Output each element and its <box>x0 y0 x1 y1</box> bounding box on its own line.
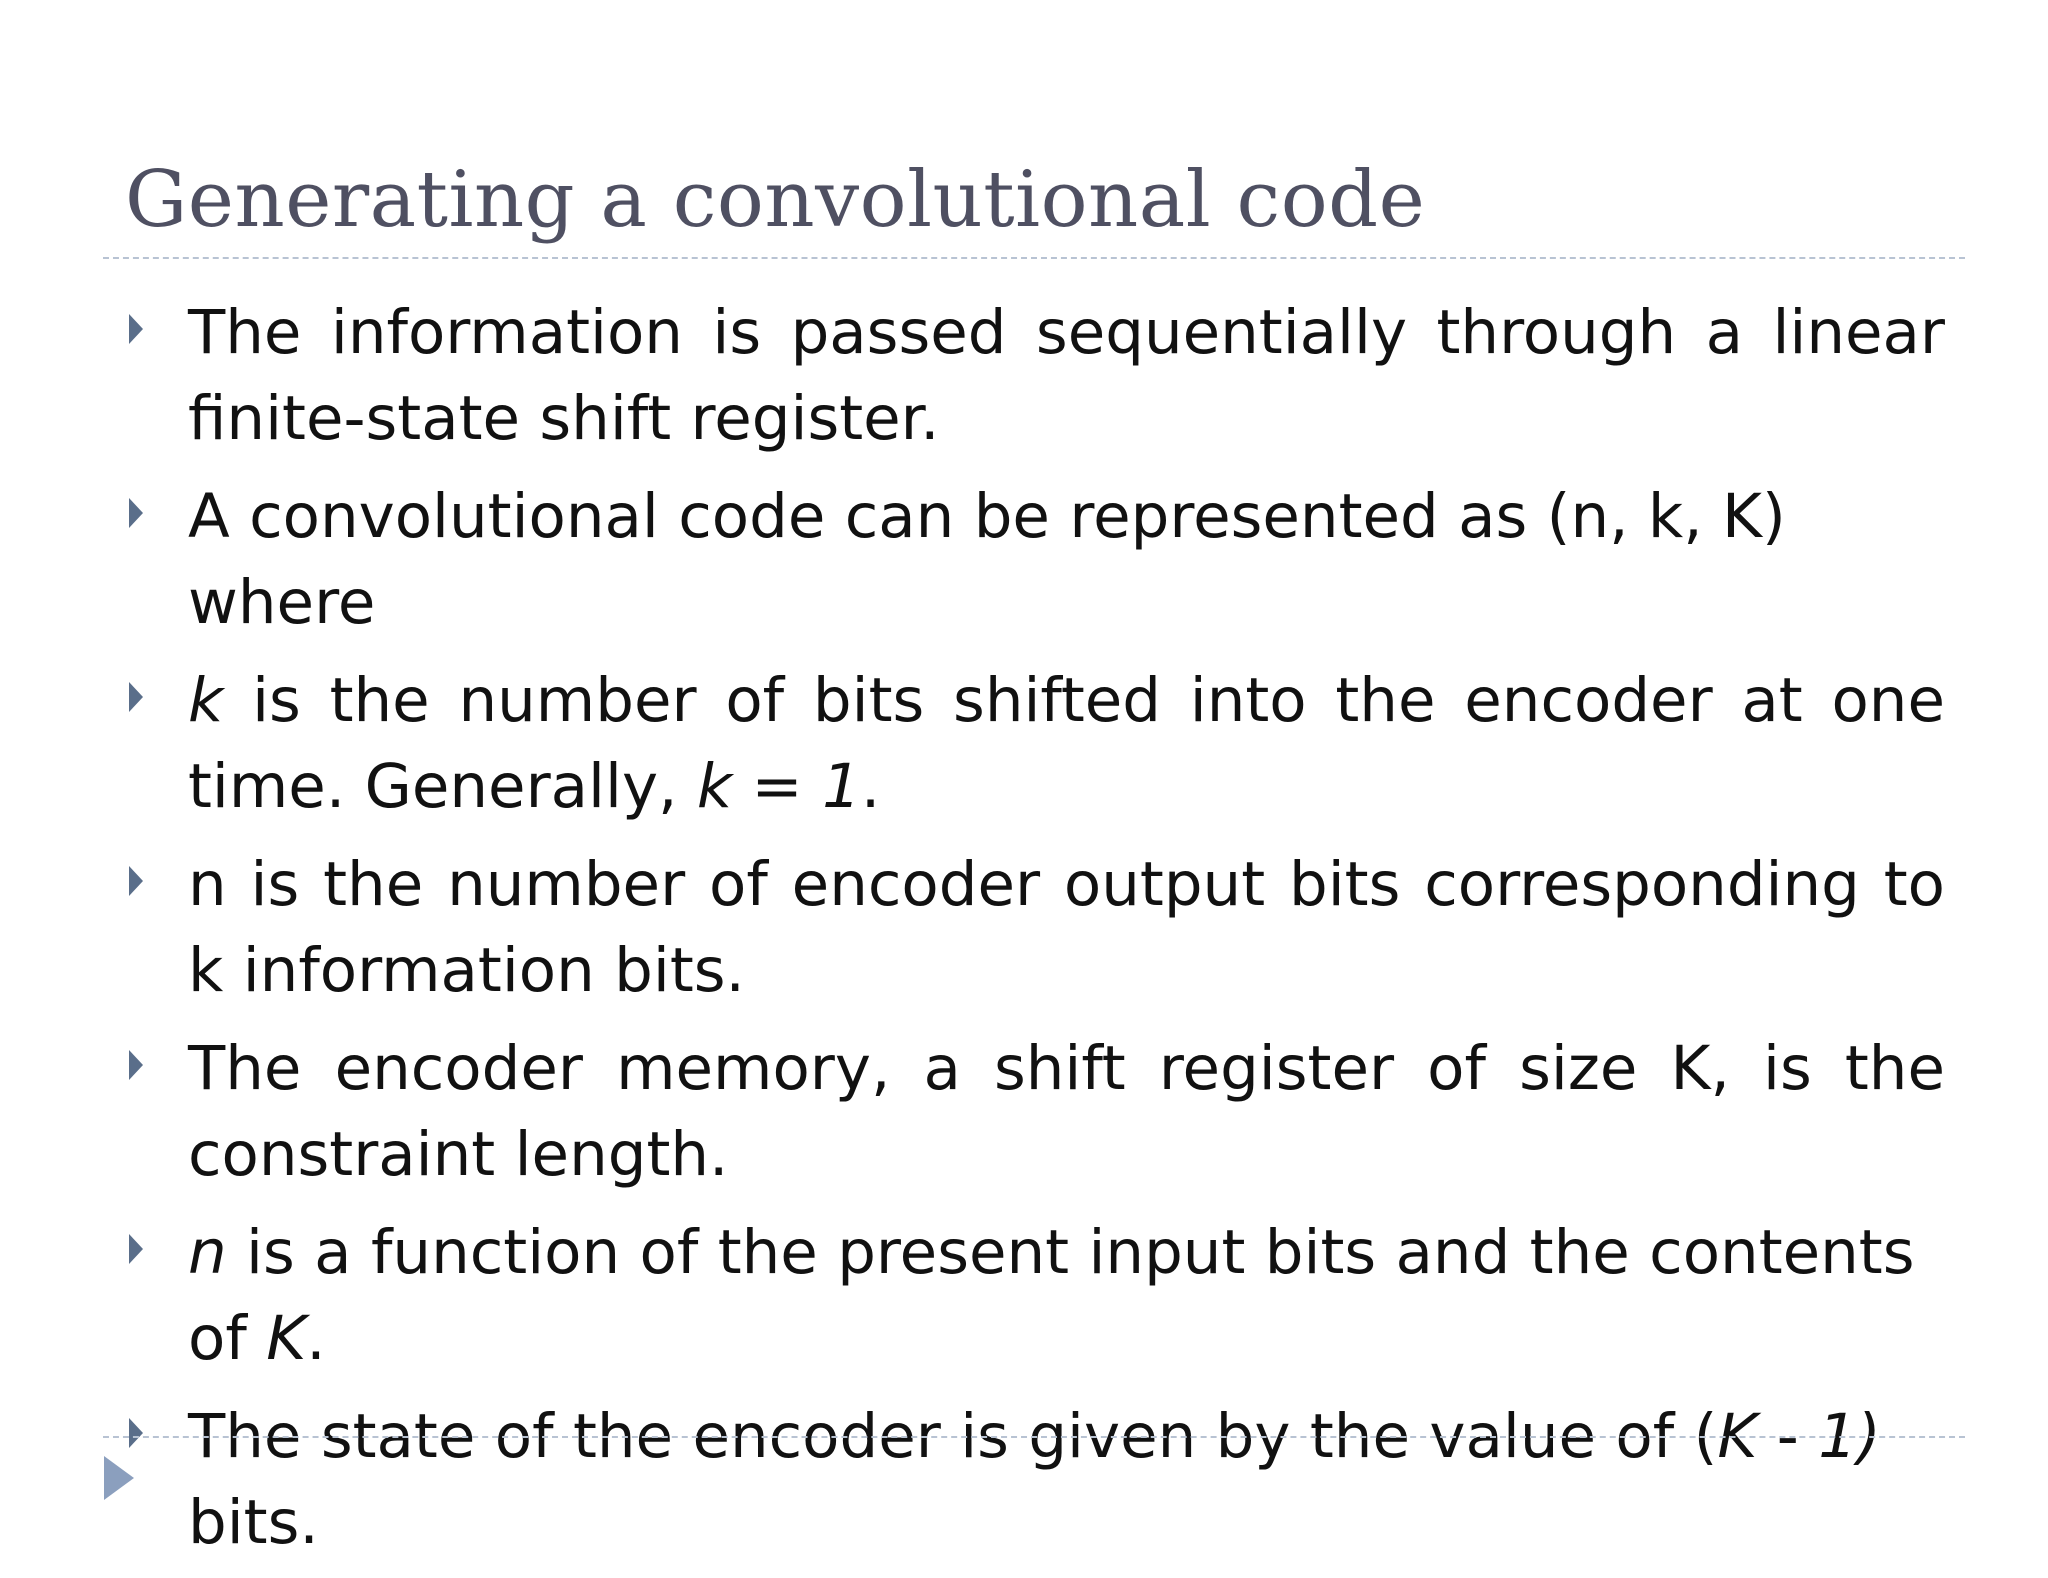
triangle-right-icon <box>129 682 143 712</box>
bullet-text: The encoder memory, a shift register of size K, is the constraint length. <box>188 1033 1945 1190</box>
bullet-item <box>120 290 1945 462</box>
slide-title: Generating a convolutional code <box>125 155 1426 245</box>
footer-divider <box>103 1436 1965 1438</box>
bullet-text: The state of the encoder is given by the value of ( <box>188 1401 1718 1472</box>
bullet-tail: bits. <box>188 1487 319 1558</box>
bullet-item <box>120 1210 1945 1382</box>
bullet-item <box>120 842 1945 1014</box>
equation-variable: k <box>696 751 733 822</box>
triangle-right-icon <box>129 314 143 344</box>
triangle-right-icon <box>129 498 143 528</box>
expression-variable: K <box>1717 1401 1758 1472</box>
bullet-text: The information is passed sequentially through a linear finite-state shift register. <box>188 297 1945 454</box>
equation-operator: = <box>732 751 823 822</box>
bullet-text: is the number of bits shifted into the encoder at one time. Generally, <box>188 665 1945 822</box>
play-arrow-icon[interactable] <box>104 1456 134 1500</box>
expression-operator: - <box>1757 1401 1819 1472</box>
triangle-right-icon <box>129 1234 143 1264</box>
bullet-text: is a function of the present input bits and the contents of <box>188 1217 1915 1374</box>
bullet-tail: . <box>860 751 881 822</box>
triangle-right-icon <box>129 1418 143 1448</box>
bullet-item <box>120 1026 1945 1198</box>
bullet-list <box>120 290 1945 1578</box>
triangle-right-icon <box>129 866 143 896</box>
bullet-text: n is the number of encoder output bits corresponding to k information bits. <box>188 849 1945 1006</box>
expression-value: 1) <box>1818 1401 1881 1472</box>
variable-n: n <box>188 1217 227 1288</box>
bullet-item <box>120 474 1945 646</box>
title-divider <box>103 257 1965 259</box>
bullet-item <box>120 1394 1945 1566</box>
triangle-right-icon <box>129 1050 143 1080</box>
bullet-item <box>120 658 1945 830</box>
bullet-text: A convolutional code can be represented as (n, k, K) where <box>188 481 1786 638</box>
bullet-tail: . <box>306 1303 326 1374</box>
variable-K: K <box>266 1303 307 1374</box>
variable-k: k <box>188 665 224 736</box>
equation-value: 1 <box>822 751 861 822</box>
